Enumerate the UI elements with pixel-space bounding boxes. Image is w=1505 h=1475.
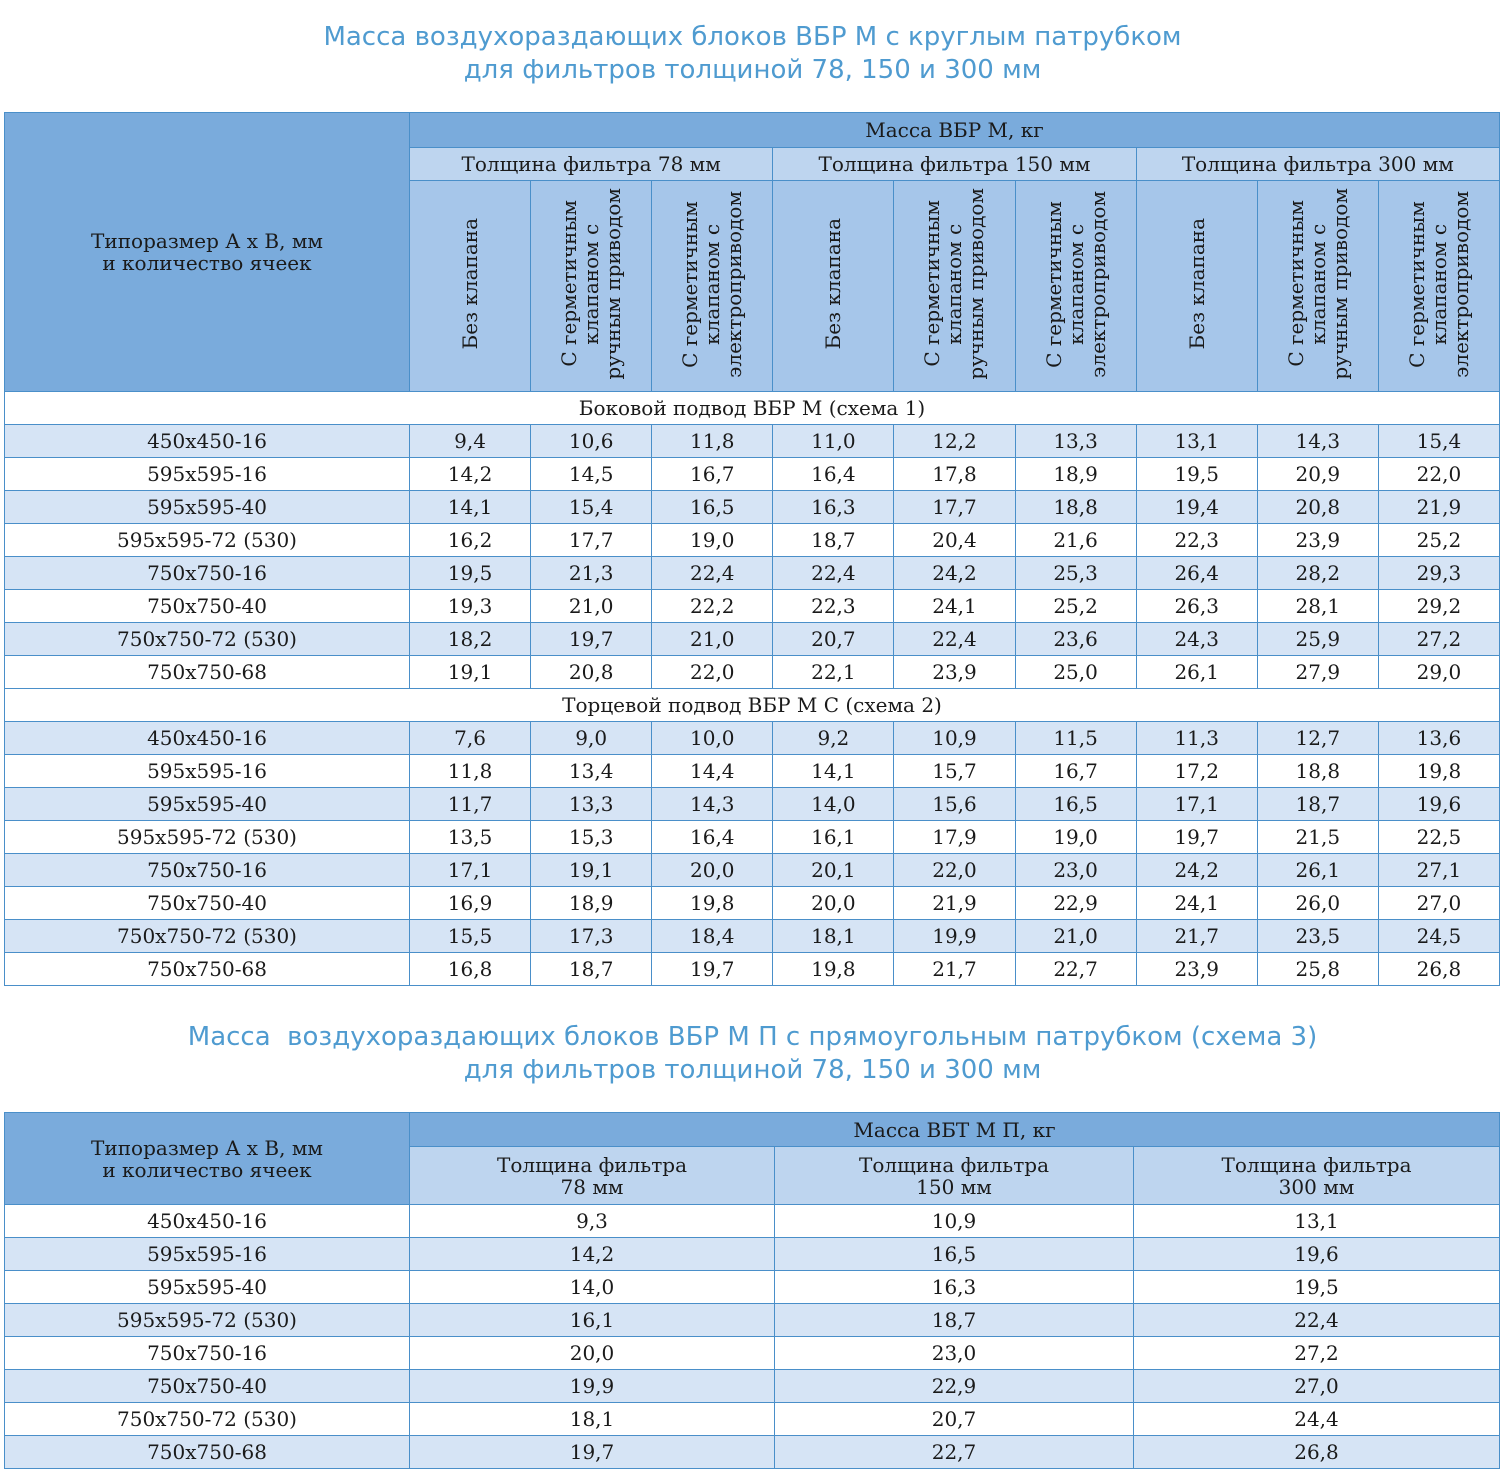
mass-cell: 12,7 (1257, 722, 1378, 755)
mass-cell: 14,5 (531, 458, 652, 491)
mass-cell: 10,9 (894, 722, 1015, 755)
size-cell: 595x595-40 (5, 1271, 410, 1304)
mass-cell: 16,7 (1015, 755, 1136, 788)
mass-cell: 15,5 (410, 920, 531, 953)
mass-cell: 19,8 (1378, 755, 1499, 788)
mass-cell: 14,0 (410, 1271, 775, 1304)
mass-cell: 27,0 (1134, 1370, 1500, 1403)
sub-header-7 (1257, 181, 1378, 392)
size-cell: 750x750-40 (5, 887, 410, 920)
mass-cell: 21,9 (894, 887, 1015, 920)
mass-cell: 16,3 (775, 1271, 1134, 1304)
table-row (5, 1403, 1500, 1436)
mass-cell: 22,0 (894, 854, 1015, 887)
mass-cell: 22,7 (775, 1436, 1134, 1469)
mass-cell: 14,2 (410, 458, 531, 491)
corner-header: Типоразмер А х В, мм и количество ячеек (5, 1113, 410, 1205)
mass-cell: 19,0 (652, 524, 773, 557)
mass-cell: 26,3 (1136, 590, 1257, 623)
mass-cell: 19,0 (1015, 821, 1136, 854)
mass-cell: 24,3 (1136, 623, 1257, 656)
mass-cell: 23,9 (1257, 524, 1378, 557)
mass-cell: 13,3 (1015, 425, 1136, 458)
mass-cell: 25,3 (1015, 557, 1136, 590)
sub-header-label: С герметичным клапаном с электроприводом (1404, 190, 1473, 378)
mass-cell: 19,4 (1136, 491, 1257, 524)
mass-cell: 19,9 (894, 920, 1015, 953)
mass-cell: 20,0 (410, 1337, 775, 1370)
table-row (5, 590, 1500, 623)
mass-cell: 25,2 (1378, 524, 1499, 557)
mass-cell: 15,7 (894, 755, 1015, 788)
size-cell: 750x750-68 (5, 1436, 410, 1469)
size-cell: 750x750-40 (5, 590, 410, 623)
mass-cell: 20,9 (1257, 458, 1378, 491)
mass-cell: 19,1 (410, 656, 531, 689)
mass-cell: 27,2 (1134, 1337, 1500, 1370)
mass-cell: 7,6 (410, 722, 531, 755)
mass-cell: 13,1 (1136, 425, 1257, 458)
mass-cell: 19,8 (773, 953, 894, 986)
sub-header-1 (531, 181, 652, 392)
mass-cell: 14,1 (410, 491, 531, 524)
mass-cell: 22,4 (1134, 1304, 1500, 1337)
mass-cell: 9,0 (531, 722, 652, 755)
mass-cell: 22,3 (773, 590, 894, 623)
mass-table-rect (4, 1112, 1500, 1469)
table-row (5, 920, 1500, 953)
mass-cell: 21,5 (1257, 821, 1378, 854)
mass-cell: 19,6 (1378, 788, 1499, 821)
mass-cell: 17,3 (531, 920, 652, 953)
mass-cell: 29,3 (1378, 557, 1499, 590)
table-row (5, 887, 1500, 920)
mass-cell: 23,9 (894, 656, 1015, 689)
table-row (5, 1370, 1500, 1403)
thickness-header-300: Толщина фильтра 300 мм (1136, 148, 1499, 181)
table-row (5, 1271, 1500, 1304)
mass-cell: 27,1 (1378, 854, 1499, 887)
sub-header-label: Без клапана (1184, 218, 1209, 350)
table2-title-line2: для фильтров толщиной 78, 150 и 300 мм (463, 1055, 1042, 1085)
mass-cell: 22,5 (1378, 821, 1499, 854)
mass-cell: 16,2 (410, 524, 531, 557)
mass-cell: 13,4 (531, 755, 652, 788)
table-row (5, 557, 1500, 590)
mass-cell: 26,0 (1257, 887, 1378, 920)
table-row (5, 1436, 1500, 1469)
mass-table-round (4, 112, 1500, 986)
size-cell: 750x750-72 (530) (5, 920, 410, 953)
table-row (5, 1304, 1500, 1337)
table-row (5, 458, 1500, 491)
thickness-header-78: Толщина фильтра 78 мм (410, 1147, 775, 1205)
mass-cell: 20,8 (531, 656, 652, 689)
mass-cell: 20,7 (773, 623, 894, 656)
mass-cell: 24,2 (894, 557, 1015, 590)
mass-cell: 16,8 (410, 953, 531, 986)
mass-cell: 24,4 (1134, 1403, 1500, 1436)
table-row (5, 623, 1500, 656)
table2-title-line1: Масса воздухораздающих блоков ВБР М П с прямоугольным патрубком (схема 3) (187, 1022, 1318, 1052)
mass-cell: 14,3 (1257, 425, 1378, 458)
mass-cell: 18,9 (531, 887, 652, 920)
mass-cell: 13,3 (531, 788, 652, 821)
table-row (5, 1337, 1500, 1370)
mass-cell: 20,1 (773, 854, 894, 887)
mass-cell: 18,1 (410, 1403, 775, 1436)
mass-cell: 25,9 (1257, 623, 1378, 656)
mass-cell: 17,2 (1136, 755, 1257, 788)
mass-cell: 17,1 (1136, 788, 1257, 821)
size-cell: 595x595-40 (5, 491, 410, 524)
table-row (5, 788, 1500, 821)
size-cell: 595x595-72 (530) (5, 1304, 410, 1337)
thickness-header-78: Толщина фильтра 78 мм (410, 148, 773, 181)
table-row (5, 953, 1500, 986)
mass-cell: 19,5 (1136, 458, 1257, 491)
mass-cell: 11,3 (1136, 722, 1257, 755)
mass-cell: 19,9 (410, 1370, 775, 1403)
sub-header-label: С герметичным клапаном с ручным приводом (557, 188, 626, 380)
mass-cell: 20,0 (773, 887, 894, 920)
mass-cell: 14,0 (773, 788, 894, 821)
mass-cell: 18,9 (1015, 458, 1136, 491)
table-row (5, 1205, 1500, 1238)
size-cell: 595x595-16 (5, 458, 410, 491)
table-row (5, 524, 1500, 557)
mass-cell: 24,2 (1136, 854, 1257, 887)
mass-cell: 22,0 (1378, 458, 1499, 491)
mass-cell: 27,2 (1378, 623, 1499, 656)
section-label: Торцевой подвод ВБР М С (схема 2) (5, 689, 1500, 722)
table-row (5, 821, 1500, 854)
sub-header-5 (1015, 181, 1136, 392)
mass-cell: 21,0 (652, 623, 773, 656)
mass-cell: 15,3 (531, 821, 652, 854)
table-row (5, 491, 1500, 524)
sub-header-label: С герметичным клапаном с электроприводом (1041, 190, 1110, 378)
mass-cell: 9,3 (410, 1205, 775, 1238)
size-cell: 750x750-40 (5, 1370, 410, 1403)
size-cell: 750x750-72 (530) (5, 1403, 410, 1436)
mass-cell: 22,7 (1015, 953, 1136, 986)
mass-cell: 25,0 (1015, 656, 1136, 689)
mass-cell: 15,4 (531, 491, 652, 524)
sub-header-2 (652, 181, 773, 392)
mass-cell: 16,5 (652, 491, 773, 524)
table-row (5, 854, 1500, 887)
mass-cell: 21,7 (894, 953, 1015, 986)
mass-cell: 14,4 (652, 755, 773, 788)
mass-cell: 28,2 (1257, 557, 1378, 590)
mass-cell: 29,0 (1378, 656, 1499, 689)
mass-cell: 19,7 (410, 1436, 775, 1469)
thickness-header-150: Толщина фильтра 150 мм (773, 148, 1136, 181)
mass-cell: 12,2 (894, 425, 1015, 458)
mass-cell: 14,3 (652, 788, 773, 821)
mass-cell: 18,8 (1257, 755, 1378, 788)
thickness-header-300: Толщина фильтра 300 мм (1134, 1147, 1500, 1205)
mass-cell: 15,4 (1378, 425, 1499, 458)
mass-cell: 23,0 (775, 1337, 1134, 1370)
mass-cell: 19,8 (652, 887, 773, 920)
size-cell: 750x750-16 (5, 1337, 410, 1370)
mass-cell: 22,4 (894, 623, 1015, 656)
mass-cell: 17,7 (894, 491, 1015, 524)
mass-cell: 14,2 (410, 1238, 775, 1271)
section-label: Боковой подвод ВБР М (схема 1) (5, 392, 1500, 425)
mass-cell: 17,9 (894, 821, 1015, 854)
table1-title-line2: для фильтров толщиной 78, 150 и 300 мм (463, 55, 1042, 85)
mass-cell: 18,8 (1015, 491, 1136, 524)
table-row (5, 425, 1500, 458)
size-cell: 595x595-40 (5, 788, 410, 821)
table-row (5, 755, 1500, 788)
mass-cell: 11,8 (410, 755, 531, 788)
mass-cell: 21,9 (1378, 491, 1499, 524)
mass-cell: 20,8 (1257, 491, 1378, 524)
mass-cell: 23,6 (1015, 623, 1136, 656)
mass-cell: 26,1 (1257, 854, 1378, 887)
mass-cell: 20,7 (775, 1403, 1134, 1436)
mass-cell: 27,0 (1378, 887, 1499, 920)
mass-cell: 29,2 (1378, 590, 1499, 623)
mass-cell: 26,1 (1136, 656, 1257, 689)
size-cell: 595x595-16 (5, 755, 410, 788)
mass-cell: 20,4 (894, 524, 1015, 557)
sub-header-label: Без клапана (458, 218, 483, 350)
mass-cell: 11,8 (652, 425, 773, 458)
mass-cell: 13,5 (410, 821, 531, 854)
size-cell: 595x595-72 (530) (5, 524, 410, 557)
size-cell: 450x450-16 (5, 722, 410, 755)
mass-cell: 26,4 (1136, 557, 1257, 590)
mass-cell: 22,9 (1015, 887, 1136, 920)
mass-cell: 18,4 (652, 920, 773, 953)
mass-cell: 17,8 (894, 458, 1015, 491)
mass-cell: 16,4 (652, 821, 773, 854)
mass-cell: 22,1 (773, 656, 894, 689)
mass-cell: 14,1 (773, 755, 894, 788)
mass-cell: 25,2 (1015, 590, 1136, 623)
mass-cell: 21,0 (531, 590, 652, 623)
mass-cell: 23,9 (1136, 953, 1257, 986)
mass-cell: 19,5 (1134, 1271, 1500, 1304)
sub-header-0 (410, 181, 531, 392)
table-row (5, 722, 1500, 755)
mass-cell: 27,9 (1257, 656, 1378, 689)
size-cell: 595x595-16 (5, 1238, 410, 1271)
mass-cell: 18,7 (775, 1304, 1134, 1337)
size-cell: 595x595-72 (530) (5, 821, 410, 854)
size-cell: 750x750-68 (5, 953, 410, 986)
mass-header: Масса ВБР М, кг (410, 113, 1500, 148)
mass-cell: 19,6 (1134, 1238, 1500, 1271)
mass-cell: 11,0 (773, 425, 894, 458)
mass-cell: 13,1 (1134, 1205, 1500, 1238)
mass-cell: 21,3 (531, 557, 652, 590)
table2-title (0, 1021, 1505, 1087)
mass-cell: 16,5 (1015, 788, 1136, 821)
mass-cell: 22,4 (652, 557, 773, 590)
mass-cell: 23,5 (1257, 920, 1378, 953)
sub-header-label: С герметичным клапаном с ручным приводом (1283, 188, 1352, 380)
mass-cell: 21,0 (1015, 920, 1136, 953)
mass-cell: 28,1 (1257, 590, 1378, 623)
mass-cell: 20,0 (652, 854, 773, 887)
mass-cell: 18,2 (410, 623, 531, 656)
mass-cell: 19,3 (410, 590, 531, 623)
mass-cell: 16,7 (652, 458, 773, 491)
mass-cell: 18,7 (531, 953, 652, 986)
size-cell: 750x750-16 (5, 854, 410, 887)
mass-cell: 24,1 (894, 590, 1015, 623)
mass-cell: 10,9 (775, 1205, 1134, 1238)
section-row (5, 392, 1500, 425)
mass-cell: 13,6 (1378, 722, 1499, 755)
mass-cell: 19,7 (652, 953, 773, 986)
mass-cell: 19,5 (410, 557, 531, 590)
mass-cell: 19,1 (531, 854, 652, 887)
mass-cell: 18,7 (773, 524, 894, 557)
mass-cell: 22,0 (652, 656, 773, 689)
sub-header-6 (1136, 181, 1257, 392)
mass-cell: 22,3 (1136, 524, 1257, 557)
mass-cell: 16,1 (773, 821, 894, 854)
mass-cell: 17,7 (531, 524, 652, 557)
table1-title (0, 21, 1505, 87)
mass-cell: 16,3 (773, 491, 894, 524)
mass-cell: 17,1 (410, 854, 531, 887)
mass-header: Масса ВБТ М П, кг (410, 1113, 1500, 1147)
mass-cell: 25,8 (1257, 953, 1378, 986)
sub-header-label: С герметичным клапаном с электроприводом (678, 190, 747, 378)
mass-cell: 15,6 (894, 788, 1015, 821)
sub-header-label: Без клапана (821, 218, 846, 350)
mass-cell: 10,6 (531, 425, 652, 458)
sub-header-label: С герметичным клапаном с ручным приводом (920, 188, 989, 380)
sub-header-4 (894, 181, 1015, 392)
mass-cell: 21,7 (1136, 920, 1257, 953)
mass-cell: 24,5 (1378, 920, 1499, 953)
section-row (5, 689, 1500, 722)
mass-cell: 18,1 (773, 920, 894, 953)
mass-cell: 16,1 (410, 1304, 775, 1337)
size-cell: 750x750-16 (5, 557, 410, 590)
mass-cell: 10,0 (652, 722, 773, 755)
size-cell: 450x450-16 (5, 425, 410, 458)
mass-cell: 9,2 (773, 722, 894, 755)
size-cell: 750x750-68 (5, 656, 410, 689)
table-row (5, 1238, 1500, 1271)
mass-cell: 11,7 (410, 788, 531, 821)
table-row (5, 656, 1500, 689)
mass-cell: 22,9 (775, 1370, 1134, 1403)
mass-cell: 11,5 (1015, 722, 1136, 755)
size-cell: 750x750-72 (530) (5, 623, 410, 656)
mass-cell: 9,4 (410, 425, 531, 458)
mass-cell: 23,0 (1015, 854, 1136, 887)
table1-title-line1: Масса воздухораздающих блоков ВБР М с круглым патрубком (323, 22, 1182, 52)
mass-cell: 21,6 (1015, 524, 1136, 557)
mass-cell: 24,1 (1136, 887, 1257, 920)
mass-cell: 22,2 (652, 590, 773, 623)
sub-header-8 (1378, 181, 1499, 392)
mass-cell: 19,7 (531, 623, 652, 656)
mass-cell: 18,7 (1257, 788, 1378, 821)
thickness-header-150: Толщина фильтра 150 мм (775, 1147, 1134, 1205)
corner-header: Типоразмер А х В, мм и количество ячеек (5, 113, 410, 392)
mass-cell: 16,5 (775, 1238, 1134, 1271)
mass-cell: 26,8 (1378, 953, 1499, 986)
size-cell: 450x450-16 (5, 1205, 410, 1238)
mass-cell: 16,9 (410, 887, 531, 920)
mass-cell: 16,4 (773, 458, 894, 491)
mass-cell: 19,7 (1136, 821, 1257, 854)
mass-cell: 22,4 (773, 557, 894, 590)
mass-cell: 26,8 (1134, 1436, 1500, 1469)
sub-header-3 (773, 181, 894, 392)
